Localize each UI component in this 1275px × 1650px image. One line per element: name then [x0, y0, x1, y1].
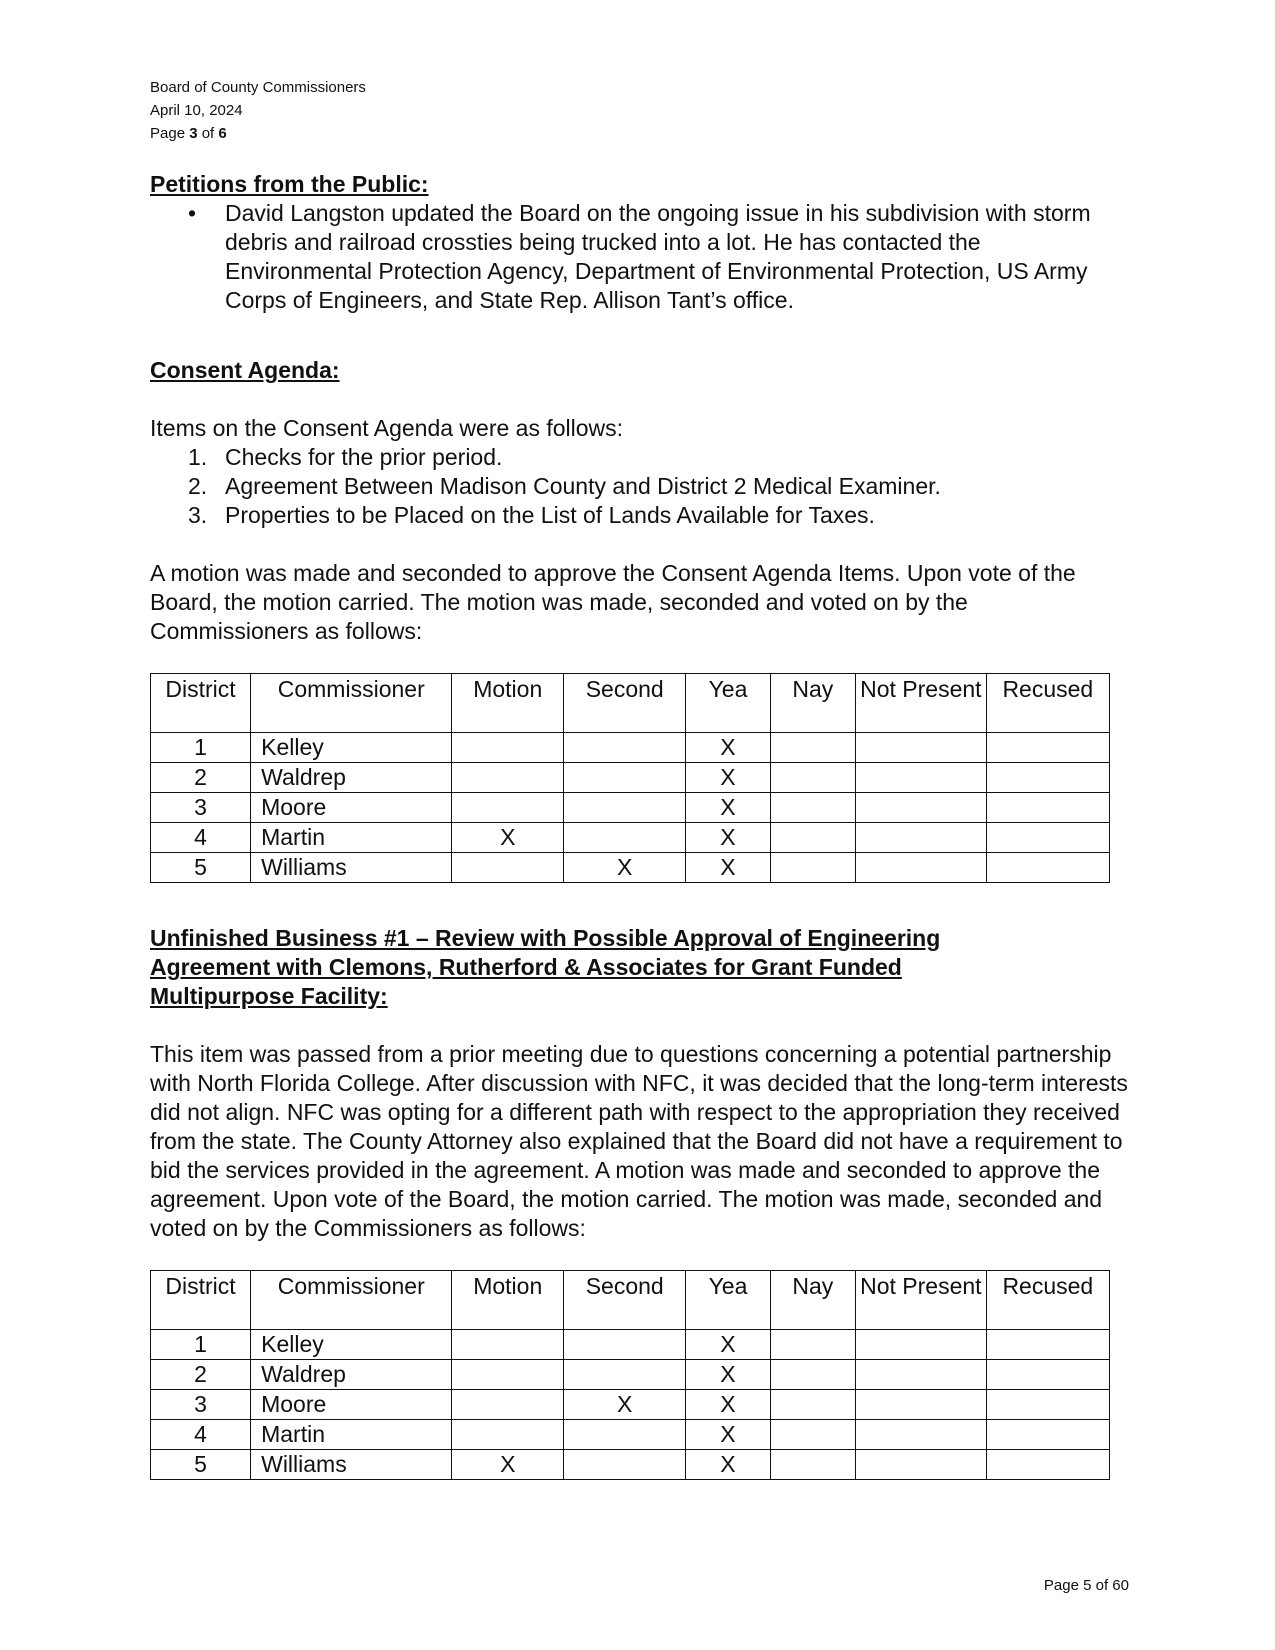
column-header: Commissioner [251, 674, 452, 733]
table-row: 5 Williams X X [151, 1450, 1110, 1480]
table-row: 1 Kelley X [151, 1330, 1110, 1360]
page-footer: Page 5 of 60 [1043, 1577, 1129, 1594]
table-row: 3 Moore X X [151, 1390, 1110, 1420]
table-row: 2 Waldrep X [151, 763, 1110, 793]
consent-heading: Consent Agenda: [150, 357, 340, 383]
consent-intro: Items on the Consent Agenda were as follows: [150, 415, 624, 441]
document-header [150, 76, 366, 145]
table-header-row [151, 1271, 1110, 1330]
petitions-list [150, 199, 1130, 315]
column-header: Nay [770, 674, 855, 733]
header-page: Page 3 of 6 [150, 125, 227, 142]
column-header: Recused [986, 1271, 1109, 1330]
column-header: Second [564, 674, 686, 733]
unfinished-vote-table [150, 1270, 1110, 1480]
table-row: 1 Kelley X [151, 733, 1110, 763]
consent-item: 3. Properties to be Placed on the List of Lands Available for Taxes. [188, 502, 875, 528]
consent-motion-text: A motion was made and seconded to approve the Consent Agenda Items. Upon vote of the Board, the motion carried. The motion was made, seconded and voted on by the Commissioners as follows: [150, 560, 1076, 644]
column-header: Not Present [855, 674, 986, 733]
header-board-name: Board of County Commissioners [150, 79, 366, 96]
unfinished-business-heading: Unfinished Business #1 – Review with Possible Approval of Engineering Agreement with Clemons, Rutherford & Associates for Grant Funded Multipurpose Facility: [150, 925, 941, 1009]
table-row: 2 Waldrep X [151, 1360, 1110, 1390]
document-body [150, 170, 1130, 1480]
unfinished-business-body: This item was passed from a prior meeting due to questions concerning a potential partnership with North Florida College. After discussion with NFC, it was decided that the long-term interests did not align. NFC was opting for a different path with respect to the appropriation they received from the state. The County Attorney also explained that the Board did not have a requirement to bid the services provided in the agreement. A motion was made and seconded to approve the agreement. Upon vote of the Board, the motion carried. The motion was made, seconded and voted on by the Commissioners as follows: [150, 1041, 1128, 1241]
table-row: 5 Williams X X [151, 853, 1110, 883]
column-header: Recused [986, 674, 1109, 733]
column-header: Nay [770, 1271, 855, 1330]
petition-item: • David Langston updated the Board on the ongoing issue in his subdivision with storm debris and railroad crossties being trucked into a lot. He has contacted the Environmental Protection Agency, Department of Environmental Protection, US Army Corps of Engineers, and State Rep. Allison Tant’s office. [150, 199, 1130, 315]
column-header: Commissioner [251, 1271, 452, 1330]
table-row: 3 Moore X [151, 793, 1110, 823]
header-date: April 10, 2024 [150, 102, 243, 119]
consent-item: 1. Checks for the prior period. [188, 444, 503, 470]
consent-vote-table [150, 673, 1110, 883]
consent-item: 2. Agreement Between Madison County and District 2 Medical Examiner. [188, 473, 941, 499]
petitions-heading: Petitions from the Public: [150, 171, 429, 197]
column-header: Motion [452, 674, 564, 733]
table-header-row [151, 674, 1110, 733]
table-row: 4 Martin X [151, 1420, 1110, 1450]
consent-items [150, 443, 1130, 530]
column-header: District [151, 1271, 251, 1330]
table-row: 4 Martin X X [151, 823, 1110, 853]
column-header: Not Present [855, 1271, 986, 1330]
column-header: District [151, 674, 251, 733]
column-header: Yea [686, 674, 770, 733]
column-header: Motion [452, 1271, 564, 1330]
column-header: Second [564, 1271, 686, 1330]
column-header: Yea [686, 1271, 770, 1330]
